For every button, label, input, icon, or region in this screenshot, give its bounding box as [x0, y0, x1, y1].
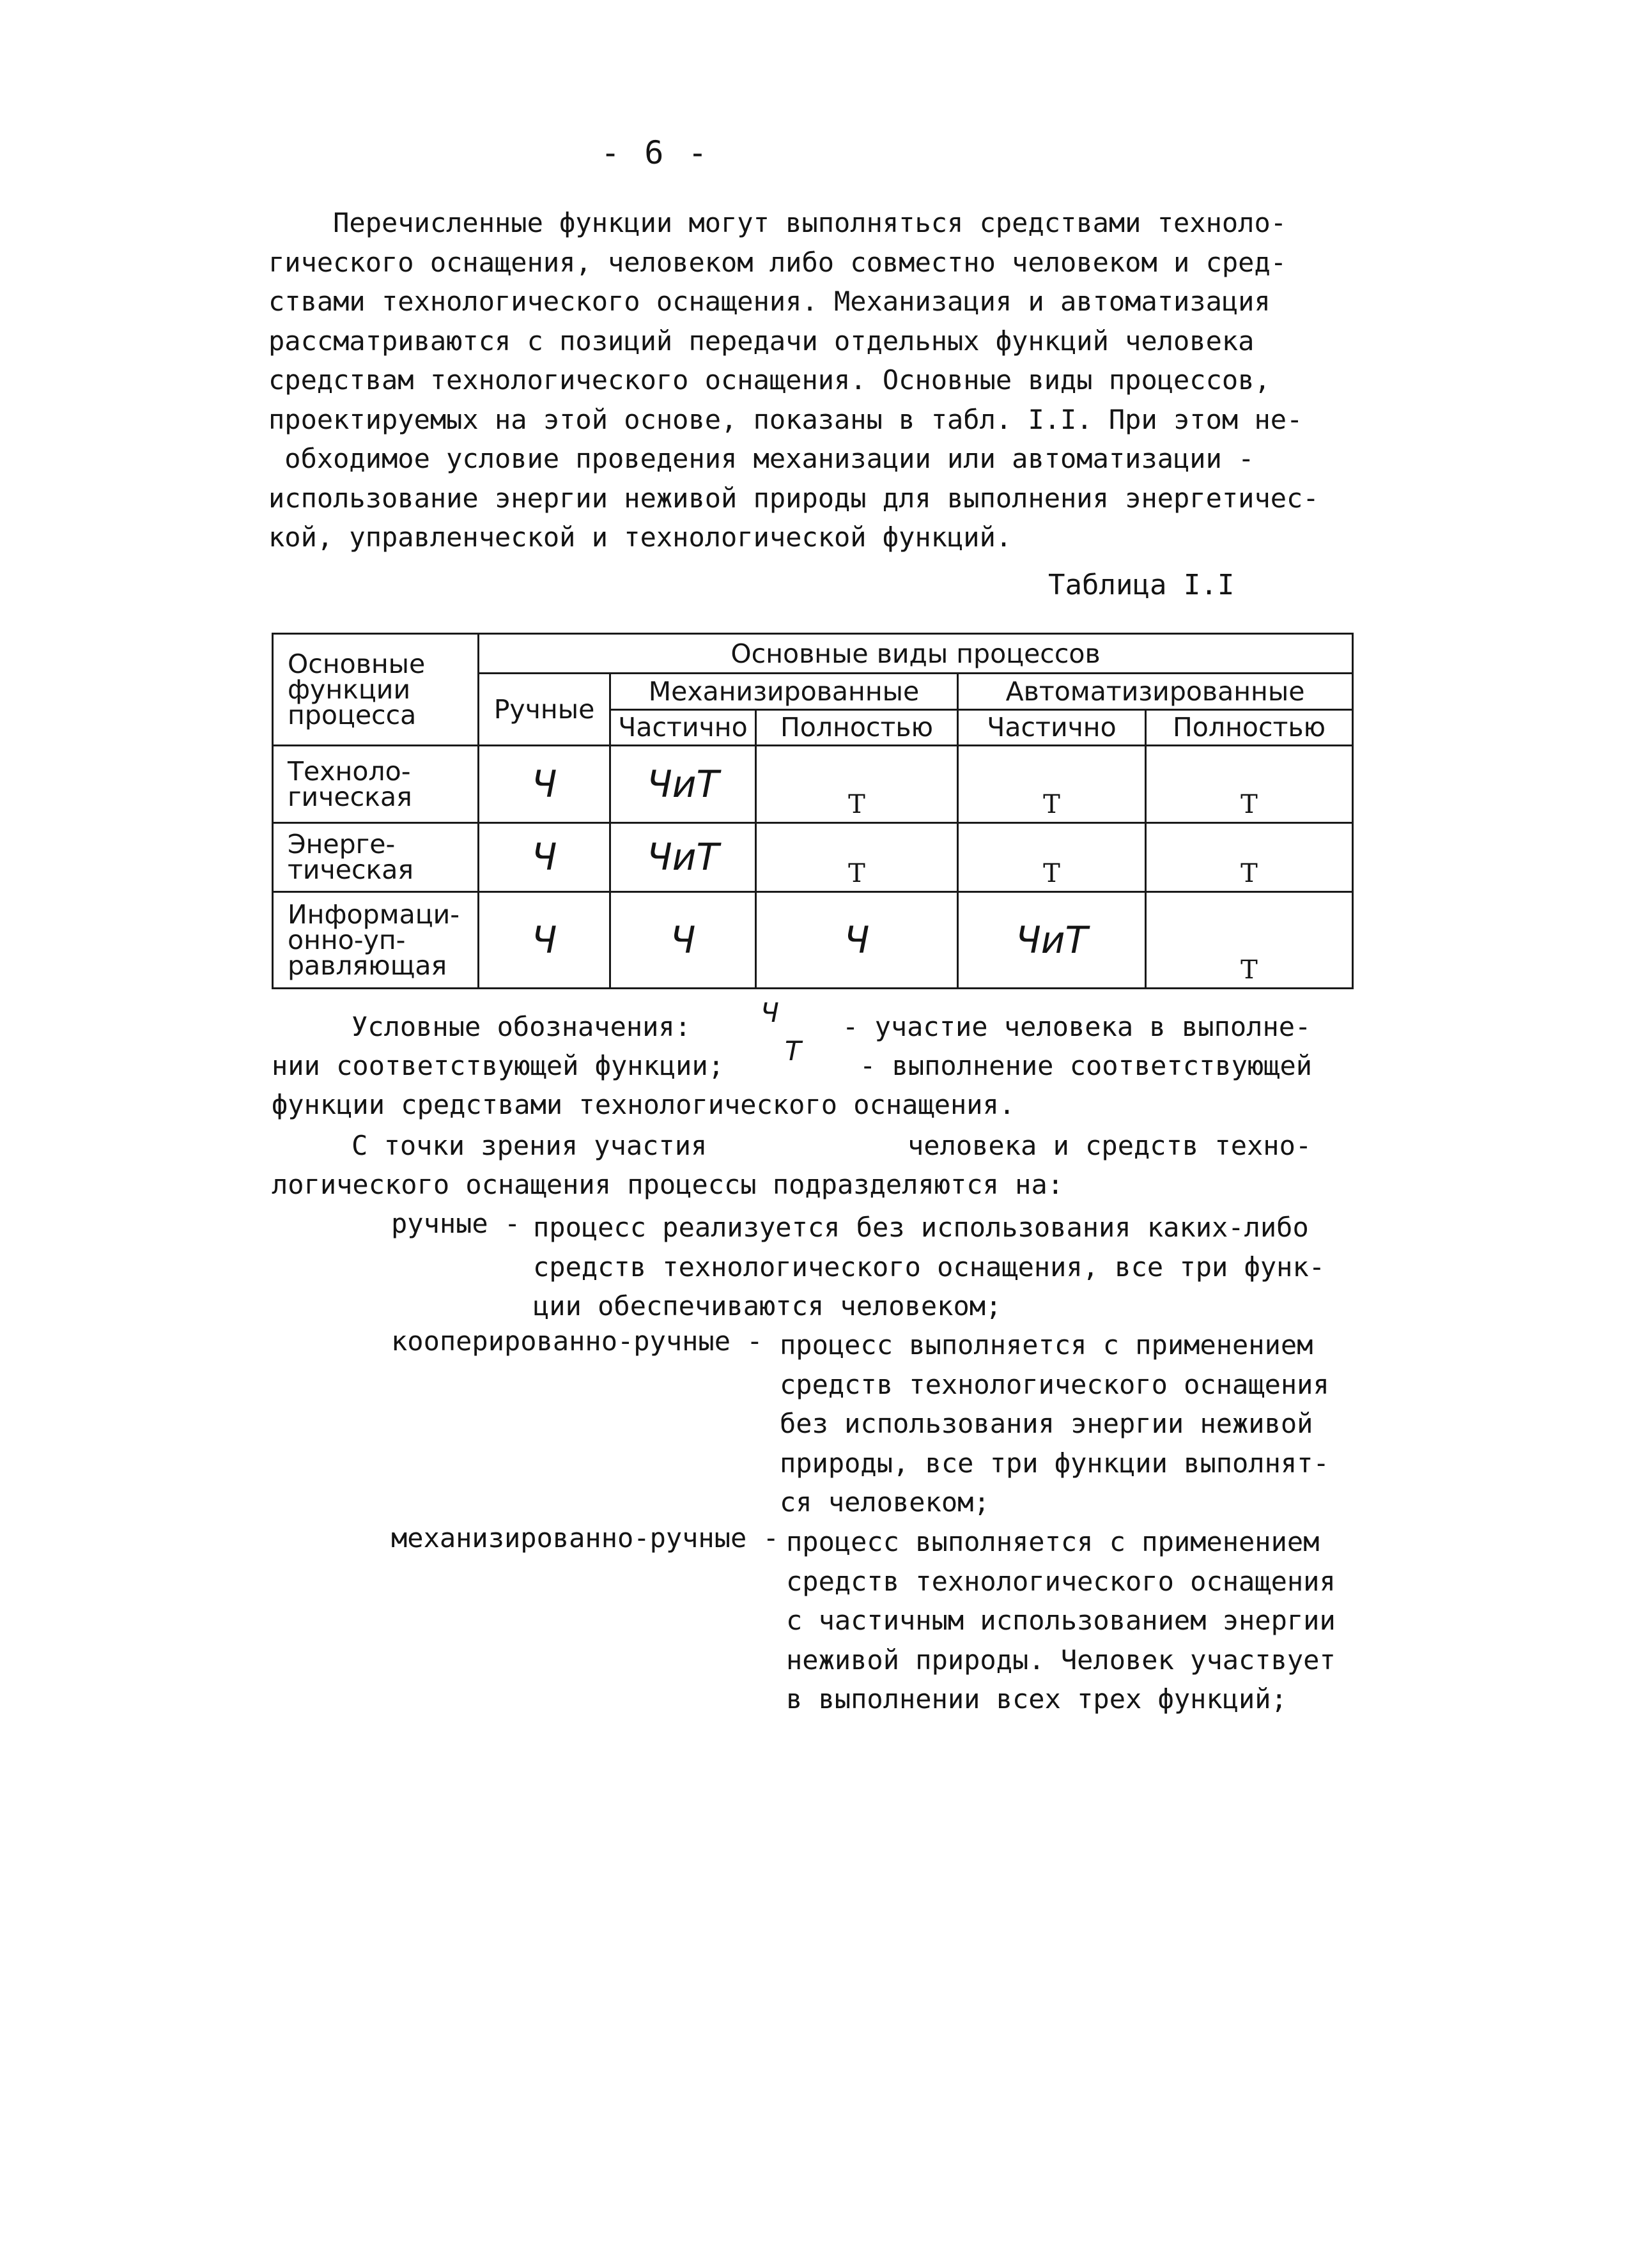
header-automated: Автоматизированные — [958, 674, 1353, 709]
legend-text: нии соответствующей функции; — [272, 1050, 725, 1081]
legend-text: - участие человека в выполне- — [842, 1011, 1311, 1042]
table-row — [273, 745, 1353, 822]
header-mech-full: Полностью — [756, 709, 958, 745]
intro-line: кой, управленческой и технологической функций. — [268, 521, 1012, 553]
table-caption: Таблица I.I — [1048, 569, 1235, 601]
cell-mech-full: Ч — [756, 892, 958, 989]
cell-auto-full: Т — [1146, 822, 1353, 892]
intro-line: гического оснащения, человеком либо совместно человеком и сред- — [268, 246, 1287, 278]
legend-symbol-human: Ч — [761, 997, 779, 1028]
classification-intro: логического оснащения процессы подразделяются на: — [272, 1169, 1064, 1200]
table-row — [273, 892, 1353, 989]
cell-auto-partial: Т — [958, 745, 1146, 822]
definition-line: в выполнении всех трех функций; — [786, 1683, 1287, 1715]
classification-intro: С точки зрения участия — [352, 1130, 707, 1161]
row-function: Техноло-гическая — [273, 745, 479, 822]
intro-line: обходимое условие проведения механизации или автоматизации - — [268, 443, 1255, 474]
intro-line: Перечисленные функции могут выполняться средствами техноло- — [268, 207, 1287, 238]
cell-mech-partial: ЧиТ — [610, 745, 756, 822]
header-manual: Ручные — [479, 674, 610, 746]
classification-intro: человека и средств техно- — [908, 1130, 1312, 1161]
legend-symbol-tech: Т — [785, 1035, 801, 1067]
intro-line: средствам технологического оснащения. Основные виды процессов, — [268, 364, 1271, 396]
header-mechanized: Механизированные — [610, 674, 958, 709]
definition-line: без использования энергии неживой — [780, 1408, 1313, 1439]
row-function: Информаци-онно-уп-равляющая — [273, 892, 479, 989]
definition-line: процесс выполняется с применением — [780, 1329, 1313, 1361]
row-function: Энерге-тическая — [273, 822, 479, 892]
definition-line: процесс реализуется без использования каких-либо — [533, 1212, 1309, 1243]
definition-line: средств технологического оснащения, все три функ- — [533, 1251, 1326, 1283]
header-auto-partial: Частично — [958, 709, 1146, 745]
page-number: - 6 - — [601, 134, 710, 171]
cell-auto-partial: ЧиТ — [958, 892, 1146, 989]
cell-mech-full: Т — [756, 822, 958, 892]
intro-line: проектируемых на этой основе, показаны в табл. I.I. При этом не- — [268, 403, 1303, 435]
process-types-table — [272, 633, 1354, 989]
term-mechanized-manual: механизированно-ручные - — [391, 1522, 779, 1554]
definition-cooperated-manual — [780, 1325, 1329, 1522]
cell-mech-partial: Ч — [610, 892, 756, 989]
legend-text: функции средствами технологического оснащения. — [272, 1089, 1016, 1120]
definition-line: ся человеком; — [780, 1486, 990, 1518]
definition-manual — [533, 1208, 1325, 1326]
definition-line: природы, все три функции выполнят- — [780, 1447, 1329, 1479]
cell-mech-full: Т — [756, 745, 958, 822]
cell-manual: Ч — [479, 745, 610, 822]
cell-mech-partial: ЧиТ — [610, 822, 756, 892]
cell-manual: Ч — [479, 892, 610, 989]
definition-line: с частичным использованием энергии — [786, 1605, 1336, 1636]
legend-text: - выполнение соответствующей — [860, 1050, 1313, 1081]
intro-line: рассматриваются с позиций передачи отдельных функций человека — [268, 325, 1255, 357]
definition-line: процесс выполняется с применением — [786, 1526, 1320, 1557]
header-functions: Основные функции процесса — [273, 634, 479, 746]
intro-line: ствами технологического оснащения. Механизация и автоматизация — [268, 286, 1271, 317]
cell-auto-full: Т — [1146, 892, 1353, 989]
definition-mechanized-manual — [786, 1522, 1336, 1719]
definition-line: ции обеспечиваются человеком; — [533, 1290, 1002, 1322]
cell-manual: Ч — [479, 822, 610, 892]
cell-auto-partial: Т — [958, 822, 1146, 892]
table-row — [273, 822, 1353, 892]
intro-paragraph — [268, 203, 1342, 557]
definition-line: неживой природы. Человек участвует — [786, 1644, 1336, 1676]
intro-line: использование энергии неживой природы для выполнения энергетичес- — [268, 482, 1319, 514]
term-cooperated-manual: кооперированно-ручные - — [391, 1325, 763, 1357]
term-manual: ручные - — [391, 1208, 521, 1239]
legend-label: Условные обозначения: — [352, 1011, 692, 1042]
definition-line: средств технологического оснащения — [780, 1368, 1329, 1400]
cell-auto-full: Т — [1146, 745, 1353, 822]
header-mech-partial: Частично — [610, 709, 756, 745]
header-auto-full: Полностью — [1146, 709, 1353, 745]
header-process-types: Основные виды процессов — [479, 634, 1353, 674]
definition-line: средств технологического оснащения — [786, 1565, 1336, 1597]
